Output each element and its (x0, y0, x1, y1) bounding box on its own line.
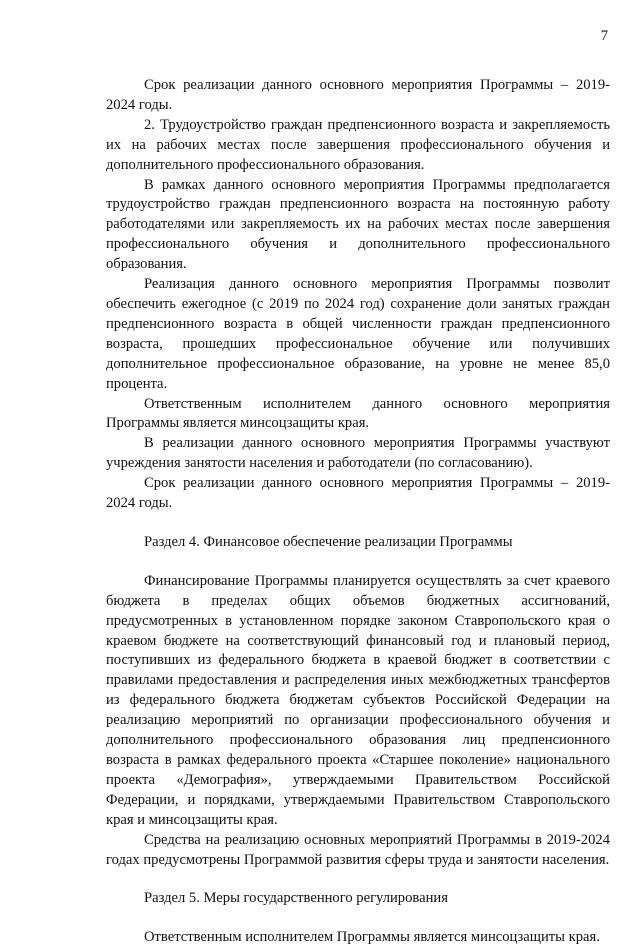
section-heading: Раздел 4. Финансовое обеспечение реализации Программы (144, 533, 513, 550)
paragraph: В реализации данного основного мероприятия Программы участвуют учреждения занятости населения и работодатели (по согласованию). (106, 435, 610, 472)
paragraph: Реализация данного основного мероприятия Программы позволит обеспечить ежегодное (с 2019 по 2024 год) сохранение доли занятых граждан предпенсионного возраста в общей численности граждан предпенсионного возраста, прошедших профессиональное обучение или получивших дополнительное профессиональное образование, на уровне не менее 85,0 процента. (106, 276, 610, 392)
page-number: 7 (600, 28, 608, 44)
spacer (106, 870, 610, 889)
spacer (106, 909, 610, 928)
paragraph: Ответственным исполнителем данного основного мероприятия Программы является минсоцзащиты края. (106, 395, 610, 432)
paragraph: Срок реализации данного основного мероприятия Программы – 2019-2024 годы. (106, 475, 610, 512)
paragraph: Ответственным исполнителем Программы является минсоцзащиты края. (144, 929, 600, 946)
document-body (106, 76, 610, 948)
paragraph: Финансирование Программы планируется осуществлять за счет краевого бюджета в пределах общих объемов бюджетных ассигнований, предусмотренных в установленном порядке законом Ставропольского края о краевом бюджете на соответствующий финансовый год и плановый период, поступивших из федерального бюджета в краевой бюджет в соответствии с правилами предоставления и распределения иных межбюджетных трансфертов из федерального бюджета бюджетам субъектов Российской Федерации на реализацию мероприятий по организации профессионального обучения и дополнительного профессионального образования лиц предпенсионного возраста в рамках федерального проекта «Старшее поколение» национального проекта «Демография», утверждаемыми Правительством Российской Федерации, и порядками, утверждаемыми Правительством Ставропольского края и минсоцзащиты края. (106, 572, 610, 828)
paragraph: Срок реализации данного основного мероприятия Программы – 2019-2024 годы. (106, 77, 610, 113)
section-heading: Раздел 5. Меры государственного регулирования (144, 890, 448, 907)
spacer (106, 514, 610, 533)
paragraph: В рамках данного основного мероприятия Программы предполагается трудоустройство граждан предпенсионного возраста на постоянную работу работодателями или закрепляемость их на рабочих местах после завершения профессионального обучения и дополнительного профессионального образования. (106, 176, 610, 273)
paragraph: Средства на реализацию основных мероприятий Программы в 2019-2024 годах предусмотрены Программой развития сферы труда и занятости населения. (106, 831, 610, 868)
spacer (106, 553, 610, 572)
paragraph: 2. Трудоустройство граждан предпенсионного возраста и закрепляемость их на рабочих местах после завершения профессионального обучения и дополнительного профессионального образования. (106, 116, 610, 173)
